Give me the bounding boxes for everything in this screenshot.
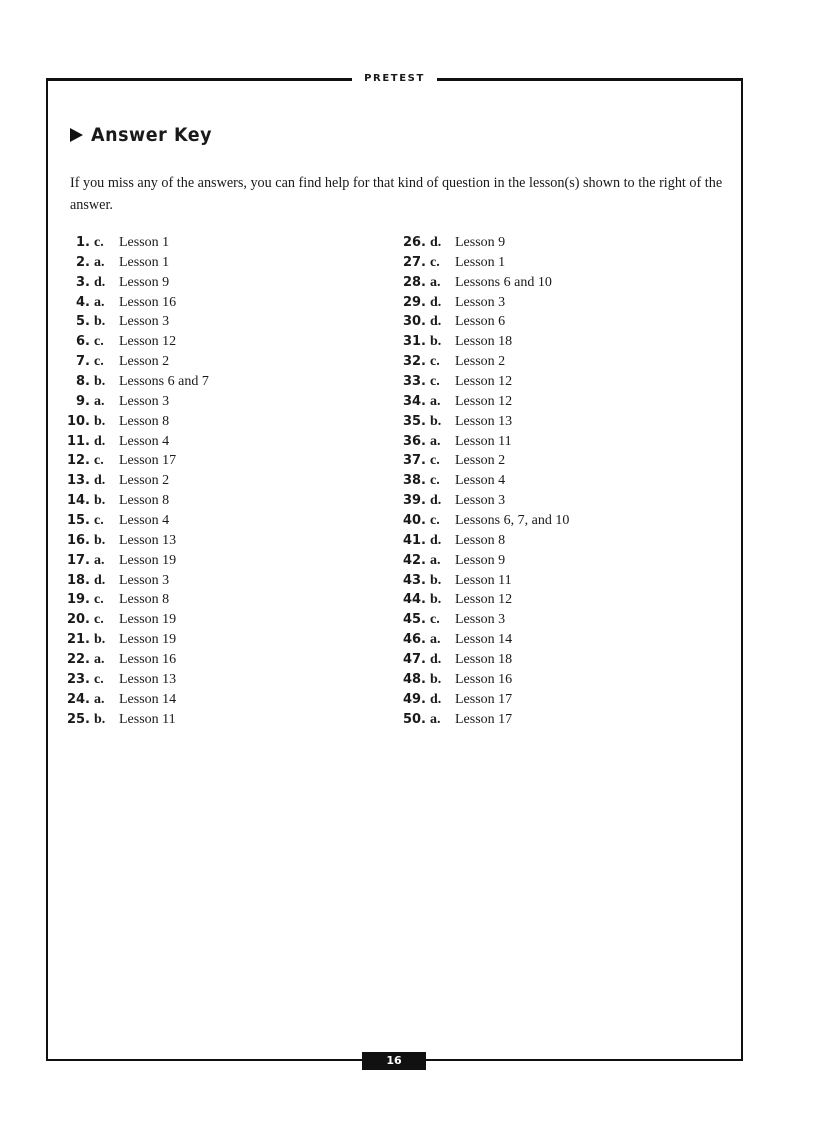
answer-item: [396, 551, 569, 571]
answer-number: 10.: [66, 413, 90, 429]
page-number: 16: [362, 1052, 426, 1070]
answer-number: 43.: [402, 572, 426, 588]
answer-lesson: Lessons 6, 7, and 10: [455, 513, 570, 529]
answer-lesson: Lesson 19: [119, 552, 177, 568]
answer-lesson: Lesson 6: [455, 314, 506, 330]
answer-lesson: Lesson 12: [455, 374, 513, 390]
answer-letter: b.: [430, 671, 442, 687]
answer-lesson: Lesson 8: [119, 592, 170, 608]
answer-item: [396, 293, 569, 313]
answer-number: 47.: [402, 652, 426, 668]
triangle-bullet-icon: [70, 128, 83, 142]
answer-number: 5.: [76, 314, 90, 330]
answer-lesson: Lesson 13: [119, 671, 177, 687]
answer-lesson: Lesson 3: [119, 393, 170, 409]
answer-letter: b.: [430, 592, 442, 608]
answer-number: 32.: [402, 354, 426, 370]
answer-item: [396, 670, 569, 690]
answer-lesson: Lesson 17: [119, 453, 177, 469]
answer-lesson: Lesson 8: [455, 532, 506, 548]
answer-letter: d.: [430, 652, 442, 668]
answer-item: [396, 491, 569, 511]
answer-item: [60, 412, 209, 432]
answer-number: 23.: [66, 671, 90, 687]
answer-letter: c.: [430, 453, 440, 469]
answer-number: 39.: [402, 493, 426, 509]
answer-item: [396, 312, 569, 332]
answer-letter: d.: [94, 433, 106, 449]
page-title: [70, 124, 223, 146]
answer-letter: d.: [430, 532, 442, 548]
answer-item: [60, 590, 209, 610]
answer-item: [396, 710, 569, 730]
answer-letter: b.: [430, 334, 442, 350]
answer-letter: a.: [94, 691, 105, 707]
answer-lesson: Lesson 14: [119, 691, 177, 707]
answer-letter: c.: [94, 235, 104, 250]
answer-item: [60, 332, 209, 352]
answer-letter: b.: [94, 493, 106, 509]
answer-letter: c.: [94, 592, 104, 608]
answer-item: [396, 531, 569, 551]
answer-item: [396, 412, 569, 432]
answer-letter: a.: [94, 552, 105, 568]
answer-item: [396, 650, 569, 670]
answer-letter: d.: [430, 314, 442, 330]
answer-item: [396, 630, 569, 650]
answer-letter: a.: [94, 254, 105, 270]
answer-number: 15.: [66, 513, 90, 529]
answer-number: 38.: [402, 473, 426, 489]
answer-letter: c.: [94, 354, 104, 370]
answer-item: [60, 233, 209, 253]
footer-rule-left: [46, 1059, 362, 1061]
answer-letter: a.: [94, 294, 105, 310]
answer-item: [396, 511, 569, 531]
answer-lesson: Lesson 19: [119, 612, 177, 628]
answer-item: [60, 372, 209, 392]
answer-lesson: Lesson 4: [119, 433, 170, 449]
answer-letter: b.: [430, 572, 442, 588]
answer-item: [396, 590, 569, 610]
answer-lesson: Lesson 12: [455, 393, 513, 409]
answer-item: [396, 372, 569, 392]
answer-item: [60, 491, 209, 511]
answer-item: [396, 432, 569, 452]
answer-number: 35.: [402, 413, 426, 429]
answer-lesson: Lesson 17: [455, 711, 513, 727]
answer-lesson: Lesson 18: [455, 652, 513, 668]
footer-rule-right: [426, 1059, 743, 1061]
answer-lesson: Lesson 3: [455, 294, 506, 310]
answer-letter: d.: [94, 473, 106, 489]
answer-letter: c.: [94, 334, 104, 350]
answer-number: 31.: [402, 334, 426, 350]
answer-lesson: Lesson 1: [119, 254, 170, 270]
answer-letter: c.: [430, 354, 440, 370]
answer-letter: a.: [430, 552, 441, 568]
answer-number: 19.: [66, 592, 90, 608]
answer-lesson: Lesson 8: [119, 413, 170, 429]
answer-item: [60, 451, 209, 471]
answer-item: [396, 253, 569, 273]
answer-number: 41.: [402, 532, 426, 548]
answer-lesson: Lesson 18: [455, 334, 513, 350]
answer-lesson: Lesson 9: [455, 235, 506, 250]
answer-number: 22.: [66, 652, 90, 668]
answer-lesson: Lesson 3: [119, 314, 170, 330]
answer-number: 4.: [76, 294, 90, 310]
answer-number: 49.: [402, 691, 426, 707]
answer-letter: a.: [430, 393, 441, 409]
answer-item: [396, 392, 569, 412]
answer-lesson: Lesson 3: [119, 572, 170, 588]
intro-paragraph: If you miss any of the answers, you can find help for that kind of question in the lesson(s) shown to the right of the answer.: [70, 175, 723, 213]
answer-number: 14.: [66, 493, 90, 509]
answer-number: 13.: [66, 473, 90, 489]
section-label: PRETEST: [364, 73, 425, 84]
answer-letter: a.: [94, 652, 105, 668]
answer-number: 12.: [66, 453, 90, 469]
answer-lesson: Lesson 11: [455, 572, 512, 588]
answer-lesson: Lesson 11: [119, 711, 176, 727]
answer-letter: d.: [94, 274, 106, 290]
page-title-text: Answer Key: [91, 124, 213, 146]
answer-item: [396, 273, 569, 293]
answer-item: [396, 471, 569, 491]
answer-letter: c.: [94, 671, 104, 687]
answer-item: [60, 312, 209, 332]
answer-number: 33.: [402, 374, 426, 390]
answer-number: 6.: [76, 334, 90, 350]
answer-item: [60, 511, 209, 531]
answer-letter: b.: [94, 413, 106, 429]
answer-number: 1.: [76, 235, 90, 250]
answer-letter: a.: [430, 632, 441, 648]
answer-number: 3.: [76, 274, 90, 290]
answer-letter: d.: [430, 235, 442, 250]
answer-number: 17.: [66, 552, 90, 568]
answer-item: [396, 233, 569, 253]
answer-number: 46.: [402, 632, 426, 648]
answer-lesson: Lesson 4: [455, 473, 506, 489]
answer-lesson: Lesson 17: [455, 691, 513, 707]
answer-letter: a.: [430, 711, 441, 727]
answer-lesson: Lesson 2: [455, 354, 506, 370]
answer-number: 18.: [66, 572, 90, 588]
answer-item: [60, 551, 209, 571]
answer-lesson: Lesson 16: [119, 652, 177, 668]
answer-item: [60, 571, 209, 591]
answer-number: 2.: [76, 254, 90, 270]
answer-number: 20.: [66, 612, 90, 628]
answer-letter: b.: [94, 314, 106, 330]
answer-item: [60, 432, 209, 452]
answer-lesson: Lesson 2: [455, 453, 506, 469]
answer-number: 25.: [66, 711, 90, 727]
answer-letter: d.: [430, 691, 442, 707]
answer-number: 28.: [402, 274, 426, 290]
answer-letter: a.: [430, 433, 441, 449]
answer-number: 24.: [66, 691, 90, 707]
answer-lesson: Lesson 2: [119, 354, 170, 370]
answer-number: 36.: [402, 433, 426, 449]
answer-lesson: Lesson 3: [455, 612, 506, 628]
answer-lesson: Lesson 9: [455, 552, 506, 568]
answer-item: [60, 690, 209, 710]
answer-letter: c.: [430, 374, 440, 390]
answer-item: [60, 630, 209, 650]
answer-column-1: [60, 233, 209, 729]
answer-item: [60, 650, 209, 670]
answer-letter: c.: [94, 513, 104, 529]
answer-column-2: [396, 233, 569, 729]
answer-item: [396, 610, 569, 630]
answer-lesson: Lesson 16: [119, 294, 177, 310]
answer-letter: a.: [94, 393, 105, 409]
answer-lesson: Lesson 2: [119, 473, 170, 489]
answer-number: 27.: [402, 254, 426, 270]
answer-lesson: Lesson 12: [455, 592, 513, 608]
answer-lesson: Lesson 13: [455, 413, 513, 429]
answer-item: [60, 471, 209, 491]
answer-item: [60, 352, 209, 372]
answer-number: 48.: [402, 671, 426, 687]
answer-number: 40.: [402, 513, 426, 529]
answer-letter: c.: [430, 513, 440, 529]
answer-lesson: Lesson 3: [455, 493, 506, 509]
answer-item: [396, 451, 569, 471]
answer-number: 34.: [402, 393, 426, 409]
answer-number: 8.: [76, 374, 90, 390]
answer-lesson: Lesson 1: [119, 235, 170, 250]
answer-lesson: Lesson 8: [119, 493, 170, 509]
answer-item: [60, 392, 209, 412]
answer-item: [60, 670, 209, 690]
answer-lesson: Lessons 6 and 10: [455, 274, 552, 290]
answer-item: [396, 571, 569, 591]
answer-letter: c.: [94, 612, 104, 628]
answer-number: 7.: [76, 354, 90, 370]
answer-letter: b.: [94, 632, 106, 648]
answer-number: 9.: [76, 393, 90, 409]
answer-item: [396, 352, 569, 372]
answer-number: 29.: [402, 294, 426, 310]
answer-item: [396, 332, 569, 352]
answer-lesson: Lessons 6 and 7: [119, 374, 209, 390]
answer-letter: c.: [430, 254, 440, 270]
answer-letter: b.: [94, 711, 106, 727]
answer-lesson: Lesson 19: [119, 632, 177, 648]
answer-lesson: Lesson 11: [455, 433, 512, 449]
answer-lesson: Lesson 4: [119, 513, 170, 529]
answer-lesson: Lesson 9: [119, 274, 170, 290]
answer-letter: c.: [430, 473, 440, 489]
answer-item: [60, 273, 209, 293]
answer-number: 50.: [402, 711, 426, 727]
answer-lesson: Lesson 13: [119, 532, 177, 548]
answer-letter: b.: [430, 413, 442, 429]
answer-number: 30.: [402, 314, 426, 330]
answer-item: [396, 690, 569, 710]
answer-item: [60, 293, 209, 313]
answer-lesson: Lesson 16: [455, 671, 513, 687]
answer-letter: b.: [94, 374, 106, 390]
answer-item: [60, 531, 209, 551]
answer-lesson: Lesson 14: [455, 632, 513, 648]
answer-number: 16.: [66, 532, 90, 548]
answer-letter: d.: [430, 493, 442, 509]
answer-number: 37.: [402, 453, 426, 469]
answer-letter: c.: [430, 612, 440, 628]
answer-letter: b.: [94, 532, 106, 548]
answer-letter: c.: [94, 453, 104, 469]
answer-number: 45.: [402, 612, 426, 628]
answer-number: 44.: [402, 592, 426, 608]
answer-number: 26.: [402, 235, 426, 250]
answer-letter: a.: [430, 274, 441, 290]
answer-letter: d.: [430, 294, 442, 310]
answer-item: [60, 253, 209, 273]
answer-number: 21.: [66, 632, 90, 648]
answer-lesson: Lesson 1: [455, 254, 506, 270]
answer-number: 11.: [66, 433, 90, 449]
answer-letter: d.: [94, 572, 106, 588]
answer-lesson: Lesson 12: [119, 334, 177, 350]
answer-item: [60, 610, 209, 630]
answer-number: 42.: [402, 552, 426, 568]
answer-item: [60, 710, 209, 730]
